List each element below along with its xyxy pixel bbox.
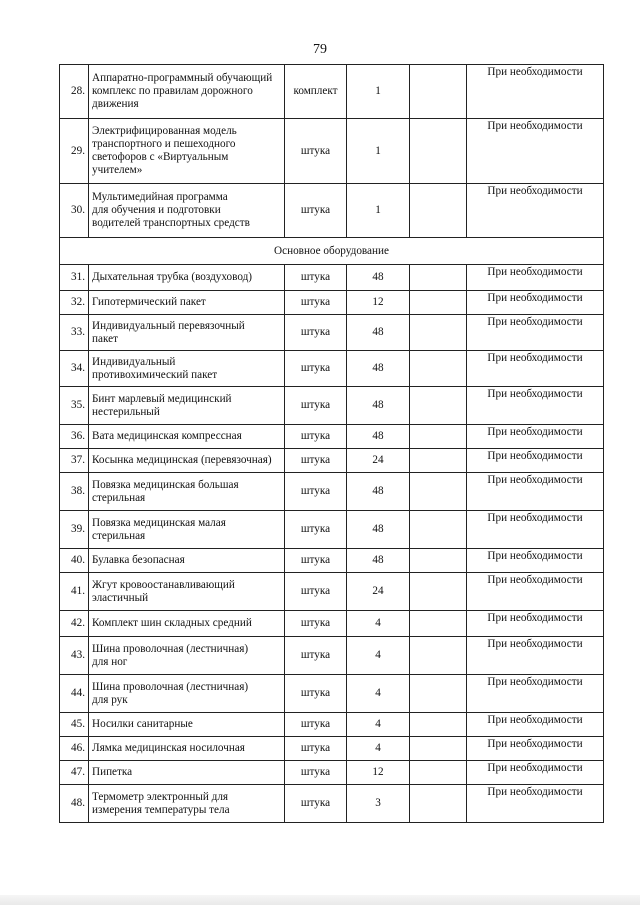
table-row <box>60 65 604 119</box>
item-quantity: 4 <box>347 713 410 737</box>
item-name-line: противохимический пакет <box>92 368 218 381</box>
item-name-line: Лямка медицинская носилочная <box>92 742 245 754</box>
empty-cell <box>410 737 467 761</box>
item-unit: штука <box>285 351 347 387</box>
item-note: При необходимости <box>467 265 604 291</box>
empty-cell <box>410 119 467 184</box>
item-unit: штука <box>285 315 347 351</box>
empty-cell <box>410 449 467 473</box>
item-unit: штука <box>285 449 347 473</box>
item-name <box>89 184 285 238</box>
item-unit: штука <box>285 511 347 549</box>
item-name-line: Дыхательная трубка (воздуховод) <box>92 271 253 283</box>
empty-cell <box>410 291 467 315</box>
item-note: При необходимости <box>467 637 604 675</box>
item-quantity: 4 <box>347 611 410 637</box>
item-note: При необходимости <box>467 315 604 351</box>
empty-cell <box>410 637 467 675</box>
item-unit: штука <box>285 737 347 761</box>
row-number: 38. <box>60 473 89 511</box>
item-quantity: 12 <box>347 761 410 785</box>
table-row <box>60 737 604 761</box>
item-quantity: 24 <box>347 573 410 611</box>
item-name <box>89 737 285 761</box>
item-unit: штука <box>285 549 347 573</box>
row-number: 33. <box>60 315 89 351</box>
item-name <box>89 637 285 675</box>
item-name <box>89 351 285 387</box>
empty-cell <box>410 713 467 737</box>
row-number: 37. <box>60 449 89 473</box>
item-quantity: 24 <box>347 449 410 473</box>
item-name-line: Шина проволочная (лестничная) <box>92 680 249 693</box>
row-number: 31. <box>60 265 89 291</box>
item-name <box>89 315 285 351</box>
item-unit: штука <box>285 387 347 425</box>
item-quantity: 4 <box>347 675 410 713</box>
empty-cell <box>410 611 467 637</box>
item-name <box>89 387 285 425</box>
item-name-line: Косынка медицинская (перевязочная) <box>92 454 272 466</box>
item-note: При необходимости <box>467 184 604 238</box>
item-name <box>89 761 285 785</box>
item-note: При необходимости <box>467 291 604 315</box>
item-name-line: водителей транспортных средств <box>92 217 250 229</box>
table-row <box>60 637 604 675</box>
page-number: 79 <box>313 42 327 57</box>
item-name-line: Булавка безопасная <box>92 554 185 566</box>
item-note: При необходимости <box>467 511 604 549</box>
table-row <box>60 265 604 291</box>
item-name-line: Электрифицированная модель <box>92 125 237 137</box>
item-name-line: для обучения и подготовки <box>92 204 221 216</box>
item-quantity: 4 <box>347 737 410 761</box>
item-name-line: Носилки санитарные <box>92 718 193 730</box>
item-name <box>89 473 285 511</box>
item-unit: комплект <box>285 65 347 119</box>
row-number: 45. <box>60 713 89 737</box>
empty-cell <box>410 675 467 713</box>
item-name <box>89 713 285 737</box>
empty-cell <box>410 573 467 611</box>
empty-cell <box>410 265 467 291</box>
item-quantity: 12 <box>347 291 410 315</box>
table-row <box>60 785 604 823</box>
table-row <box>60 549 604 573</box>
item-note: При необходимости <box>467 449 604 473</box>
item-name-line: Повязка медицинская большая <box>92 478 239 491</box>
item-quantity: 48 <box>347 473 410 511</box>
item-name-line: комплекс по правилам дорожного <box>92 85 253 97</box>
empty-cell <box>410 315 467 351</box>
table-row <box>60 449 604 473</box>
item-name-line: учителем» <box>92 164 143 176</box>
item-quantity: 1 <box>347 184 410 238</box>
row-number: 40. <box>60 549 89 573</box>
item-name-line: для ног <box>92 655 128 668</box>
item-name <box>89 65 285 119</box>
item-name-line: Мультимедийная программа <box>92 191 228 203</box>
empty-cell <box>410 511 467 549</box>
item-note: При необходимости <box>467 737 604 761</box>
item-quantity: 48 <box>347 315 410 351</box>
table-body-after <box>60 265 604 823</box>
table-body-before <box>60 65 604 238</box>
table-row <box>60 387 604 425</box>
page-bottom-edge <box>0 895 640 905</box>
item-name <box>89 785 285 823</box>
item-note: При необходимости <box>467 675 604 713</box>
empty-cell <box>410 549 467 573</box>
item-name <box>89 511 285 549</box>
item-note: При необходимости <box>467 611 604 637</box>
row-number: 34. <box>60 351 89 387</box>
empty-cell <box>410 761 467 785</box>
item-name <box>89 425 285 449</box>
item-unit: штука <box>285 291 347 315</box>
item-name-line: стерильная <box>92 529 146 542</box>
item-quantity: 48 <box>347 351 410 387</box>
item-name-line: Бинт марлевый медицинский <box>92 392 232 405</box>
table-row <box>60 291 604 315</box>
item-note: При необходимости <box>467 65 604 119</box>
item-quantity: 48 <box>347 265 410 291</box>
item-quantity: 48 <box>347 549 410 573</box>
item-unit: штука <box>285 573 347 611</box>
item-unit: штука <box>285 265 347 291</box>
item-name-line: Аппаратно-программный обучающий <box>92 72 273 84</box>
item-name-line: Термометр электронный для <box>92 790 229 803</box>
item-quantity: 48 <box>347 425 410 449</box>
row-number: 30. <box>60 184 89 238</box>
row-number: 29. <box>60 119 89 184</box>
item-name <box>89 573 285 611</box>
item-name-line: Вата медицинская компрессная <box>92 430 242 442</box>
table-row <box>60 315 604 351</box>
item-note: При необходимости <box>467 473 604 511</box>
section-row <box>60 238 604 265</box>
section-body <box>60 238 604 265</box>
item-unit: штука <box>285 184 347 238</box>
item-name-line: транспортного и пешеходного <box>92 138 236 150</box>
item-name <box>89 291 285 315</box>
empty-cell <box>410 785 467 823</box>
item-note: При необходимости <box>467 425 604 449</box>
item-name-line: Гипотермический пакет <box>92 296 206 308</box>
item-unit: штука <box>285 637 347 675</box>
item-name <box>89 675 285 713</box>
row-number: 44. <box>60 675 89 713</box>
item-name <box>89 119 285 184</box>
item-quantity: 1 <box>347 65 410 119</box>
row-number: 43. <box>60 637 89 675</box>
empty-cell <box>410 473 467 511</box>
item-quantity: 1 <box>347 119 410 184</box>
row-number: 48. <box>60 785 89 823</box>
item-name-line: Жгут кровоостанавливающий <box>92 578 235 591</box>
table-row <box>60 675 604 713</box>
table-row <box>60 713 604 737</box>
row-number: 39. <box>60 511 89 549</box>
item-name-line: Пипетка <box>92 766 133 778</box>
empty-cell <box>410 425 467 449</box>
item-name-line: движения <box>92 98 139 110</box>
section-title: Основное оборудование <box>60 238 604 265</box>
row-number: 28. <box>60 65 89 119</box>
item-quantity: 48 <box>347 511 410 549</box>
item-name <box>89 611 285 637</box>
row-number: 41. <box>60 573 89 611</box>
table-row <box>60 425 604 449</box>
item-quantity: 3 <box>347 785 410 823</box>
item-note: При необходимости <box>467 387 604 425</box>
item-name-line: для рук <box>92 693 128 706</box>
table-row <box>60 511 604 549</box>
item-name-line: измерения температуры тела <box>92 803 230 816</box>
item-name <box>89 265 285 291</box>
table-row <box>60 761 604 785</box>
item-unit: штука <box>285 761 347 785</box>
empty-cell <box>410 184 467 238</box>
item-note: При необходимости <box>467 573 604 611</box>
empty-cell <box>410 387 467 425</box>
table-row <box>60 573 604 611</box>
item-unit: штука <box>285 785 347 823</box>
item-name-line: светофоров с «Виртуальным <box>92 151 229 163</box>
item-name-line: Комплект шин складных средний <box>92 617 252 629</box>
item-unit: штука <box>285 713 347 737</box>
table-row <box>60 184 604 238</box>
item-quantity: 48 <box>347 387 410 425</box>
equipment-table <box>59 64 604 823</box>
row-number: 47. <box>60 761 89 785</box>
item-name-line: Повязка медицинская малая <box>92 516 226 529</box>
item-note: При необходимости <box>467 119 604 184</box>
item-name <box>89 449 285 473</box>
item-note: При необходимости <box>467 549 604 573</box>
item-note: При необходимости <box>467 713 604 737</box>
item-note: При необходимости <box>467 761 604 785</box>
item-name-line: эластичный <box>92 591 149 604</box>
item-quantity: 4 <box>347 637 410 675</box>
table-row <box>60 611 604 637</box>
item-note: При необходимости <box>467 351 604 387</box>
row-number: 42. <box>60 611 89 637</box>
row-number: 32. <box>60 291 89 315</box>
item-name-line: Индивидуальный перевязочный <box>92 319 245 332</box>
item-unit: штука <box>285 611 347 637</box>
item-unit: штука <box>285 119 347 184</box>
item-name <box>89 549 285 573</box>
row-number: 35. <box>60 387 89 425</box>
item-name-line: Шина проволочная (лестничная) <box>92 642 249 655</box>
item-unit: штука <box>285 425 347 449</box>
table-row <box>60 119 604 184</box>
table-row <box>60 473 604 511</box>
row-number: 46. <box>60 737 89 761</box>
empty-cell <box>410 65 467 119</box>
empty-cell <box>410 351 467 387</box>
item-unit: штука <box>285 675 347 713</box>
item-unit: штука <box>285 473 347 511</box>
item-note: При необходимости <box>467 785 604 823</box>
item-name-line: стерильная <box>92 491 146 504</box>
item-name-line: пакет <box>92 332 118 345</box>
item-name-line: нестерильный <box>92 405 160 418</box>
table-row <box>60 351 604 387</box>
row-number: 36. <box>60 425 89 449</box>
item-name-line: Индивидуальный <box>92 355 176 368</box>
